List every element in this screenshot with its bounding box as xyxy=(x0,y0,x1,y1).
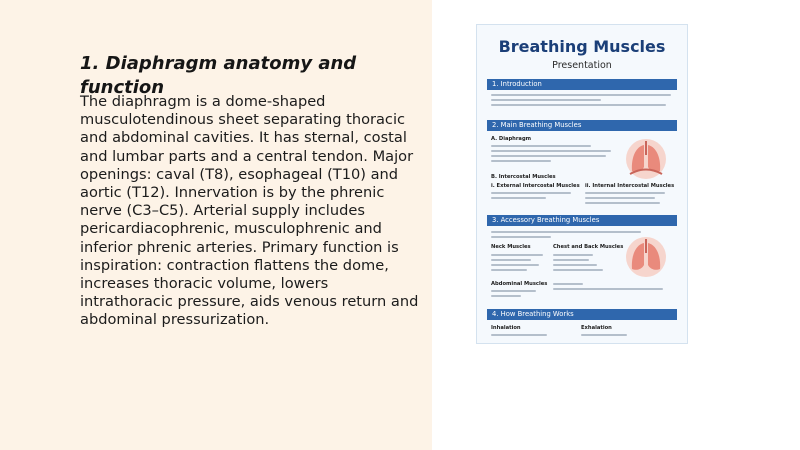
poster-inhalation-text-lines xyxy=(491,334,547,339)
poster-subhead-chest-back: Chest and Back Muscles xyxy=(553,244,624,250)
poster-neck-text-lines xyxy=(491,254,543,274)
poster-external-text-lines xyxy=(491,192,571,202)
poster-accessory-intro-lines xyxy=(491,231,641,241)
poster-section-accessory-muscles: 3. Accessory Breathing Muscles xyxy=(487,215,677,226)
poster-chest-text-lines xyxy=(553,254,603,274)
lungs-illustration-2-icon xyxy=(625,235,667,279)
poster-extra-text-lines xyxy=(553,283,663,293)
poster-subtitle: Presentation xyxy=(552,60,612,71)
poster-abdominal-text-lines xyxy=(491,290,536,300)
lungs-illustration-icon xyxy=(625,137,667,181)
poster-subhead-internal-intercostal: ii. Internal Intercostal Muscles xyxy=(585,183,675,189)
poster-subhead-exhalation: Exhalation xyxy=(581,325,612,331)
poster-subhead-diaphragm: A. Diaphragm xyxy=(491,136,532,142)
poster-section-how-breathing-works: 4. How Breathing Works xyxy=(487,309,677,320)
poster-section-introduction: 1. Introduction xyxy=(487,79,677,90)
poster-subhead-external-intercostal: i. External Intercostal Muscles xyxy=(491,183,580,189)
poster-subhead-intercostal: B. Intercostal Muscles xyxy=(491,174,556,180)
poster-subhead-neck: Neck Muscles xyxy=(491,244,531,250)
poster-internal-text-lines xyxy=(585,192,665,207)
poster-section-main-muscles: 2. Main Breathing Muscles xyxy=(487,120,677,131)
poster-subhead-abdominal: Abdominal Muscles xyxy=(491,281,548,287)
poster-subhead-inhalation: Inhalation xyxy=(491,325,521,331)
slide-body-text: The diaphragm is a dome-shaped musculotendinous sheet separating thoracic and abdominal cavities. It has sternal, costal and lumbar parts and a central tendon. Major openings: caval (T8), esophageal (T10) and aortic (T12). Innervation is by the phrenic nerve (C3–C5). Arterial supply includes pericardiacophrenic, musculophrenic and inferior phrenic arteries. Primary function is inspiration: contraction flattens the dome, increases thoracic volume, lowers intrathoracic pressure, aids venous return and abdominal pressurization. xyxy=(80,93,419,329)
poster-title: Breathing Muscles xyxy=(498,37,666,56)
poster-intro-text-lines xyxy=(491,94,671,109)
slide-title: 1. Diaphragm anatomy and function xyxy=(80,53,357,98)
poster-diaphragm-text-lines xyxy=(491,145,611,165)
breathing-muscles-poster-image xyxy=(476,24,688,344)
poster-exhalation-text-lines xyxy=(581,334,627,339)
